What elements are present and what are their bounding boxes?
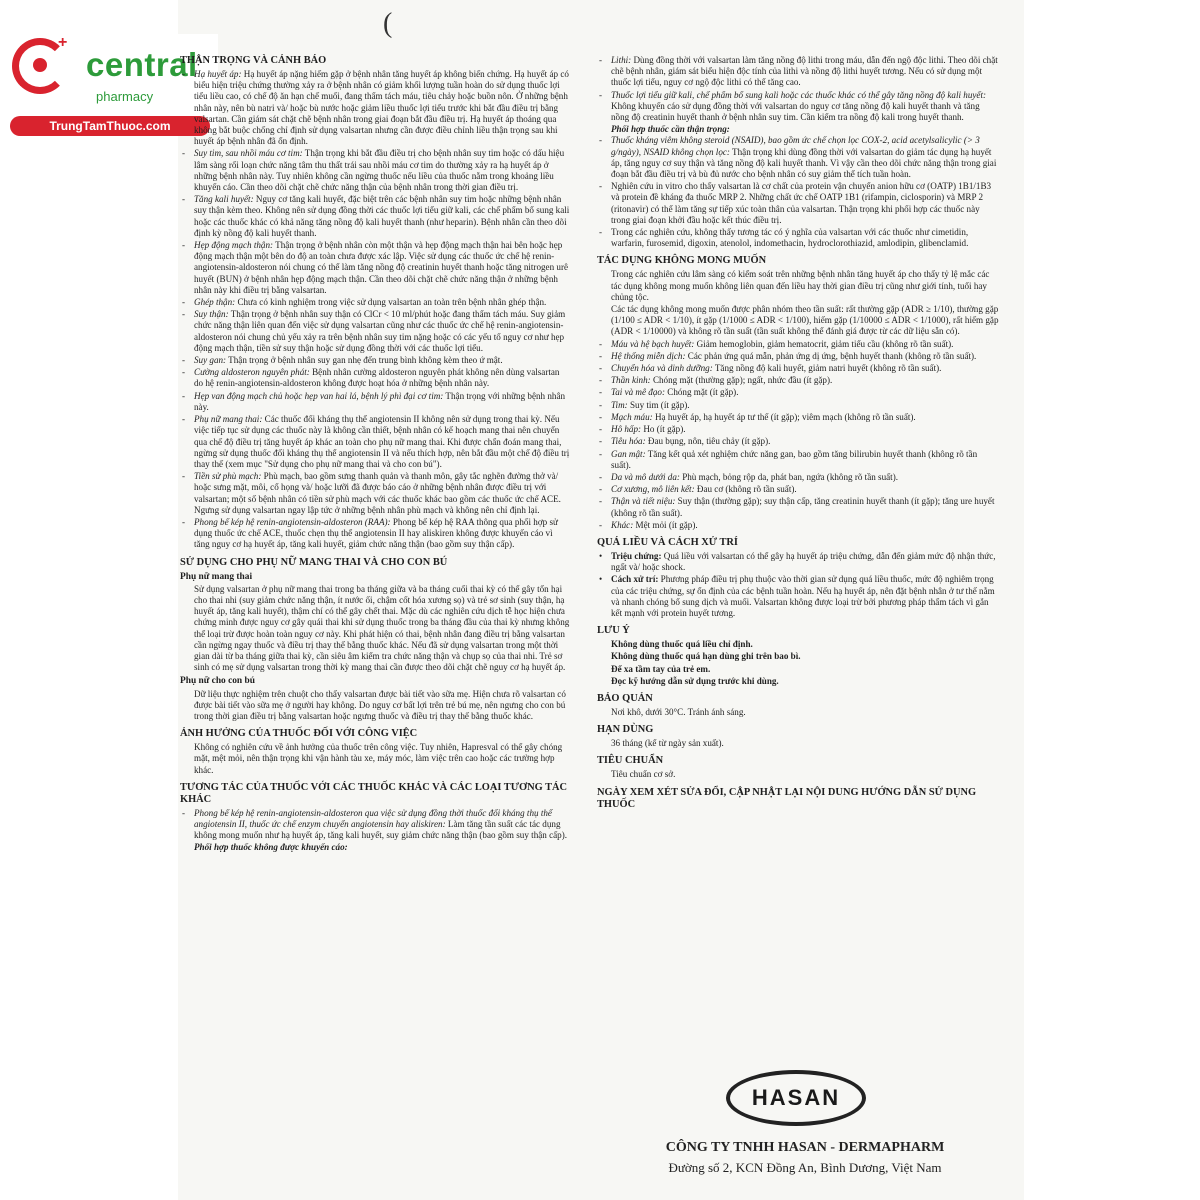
adverse-frequency: Các tác dụng không mong muốn được phân nhóm theo tần suất: rất thường gặp (ADR ≥ 1/10), thường gặp (1/100 ≤ ADR < 1/10), ít gặp (1/1000 ≤ ADR < 1/100), hiếm gặp (1/10000 ≤ ADR < 1/1000), rất hiếm gặp (ADR < 1/10000) và không rõ tần suất (tần suất không thể đánh giá được từ các dữ liệu sẵn có). xyxy=(611,304,999,337)
list-item: - Cường aldosteron nguyên phát: Bệnh nhân cường aldosteron nguyên phát không nên dùng valsartan do hệ renin-angiotensin-aldosteron không được hoạt hóa ở những bệnh nhân này. xyxy=(180,367,570,389)
nursing-text: Dữ liệu thực nghiệm trên chuột cho thấy valsartan được bài tiết vào sữa mẹ. Hiện chưa rõ valsartan có được bài tiết vào sữa mẹ ở người hay không. Do nguy cơ bất lợi trên trẻ bú mẹ, nên ngưng cho con bú trong thời gian điều trị bằng valsartan hoặc ngưng thuốc và điều trị thay thế bằng thuốc khác. xyxy=(194,688,566,721)
precautions-list xyxy=(180,69,570,551)
overdose-heading: QUÁ LIỀU VÀ CÁCH XỬ TRÍ xyxy=(597,536,738,548)
list-item: - Thận và tiết niệu: Suy thận (thường gặp); suy thận cấp, tăng creatinin huyết thanh (ít gặp); tăng ure huyết (không rõ tần suất). xyxy=(597,496,999,518)
driving-heading: ẢNH HƯỞNG CỦA THUỐC ĐỐI VỚI CÔNG VIỆC xyxy=(180,728,418,740)
storage-text: Nơi khô, dưới 30°C. Tránh ánh sáng. xyxy=(611,706,746,717)
list-item: - Hô hấp: Ho (ít gặp). xyxy=(597,424,999,435)
interactions-list xyxy=(180,808,570,842)
list-item: - Thuốc lợi tiểu giữ kali, chế phẩm bổ sung kali hoặc các thuốc khác có thể gây tăng nồng độ kali huyết: Không khuyến cáo sử dụng đồng thời với valsartan do nguy cơ tăng nồng độ kali huyết thanh và tăng nồng độ creatinin huyết thanh ở bệnh nhân suy tim. Cần kiểm tra nồng độ kali trong huyết thanh. xyxy=(597,90,999,124)
list-item: - Tai và mê đạo: Chóng mặt (ít gặp). xyxy=(597,387,999,398)
list-item: - Tiêu hóa: Đau bụng, nôn, tiêu chảy (ít gặp). xyxy=(597,436,999,447)
list-item: - Thuốc kháng viêm không steroid (NSAID), bao gồm ức chế chọn lọc COX-2, acid acetylsalicylic (> 3 g/ngày), NSAID không chọn lọc: Thận trọng khi dùng đồng thời với valsartan do giảm tác dụng hạ huyết áp, tăng nguy cơ suy thận và tăng nồng độ kali huyết thanh. Vì vậy cần theo dõi chức năng thận trong giai đoạn bắt đầu điều trị và bù đủ nước cho bệnh nhân có suy giảm thể tích tuần hoàn. xyxy=(597,135,999,180)
list-item: - Suy tim, sau nhồi máu cơ tim: Thận trọng khi bắt đầu điều trị cho bệnh nhân suy tim hoặc có dấu hiệu lâm sàng rối loạn chức năng tâm thu thất trái sau nhồi máu cơ tim do thường xảy ra hạ huyết áp ở những bệnh nhân này. Tuy nhiên không cần ngừng thuốc nếu liều của thuốc nằm trong khoảng liều khuyến cáo. Cần theo dõi chặt chẽ chức năng thận của bệnh nhân trong thời gian điều trị. xyxy=(180,148,570,193)
list-item: - Gan mật: Tăng kết quả xét nghiệm chức năng gan, bao gồm tăng bilirubin huyết thanh (không rõ tần suất). xyxy=(597,449,999,471)
logo-website-bar: TrungTamThuoc.com xyxy=(10,116,210,136)
adverse-list xyxy=(597,339,999,531)
list-item: - Phong bế kép hệ renin-angiotensin-aldosteron qua việc sử dụng đồng thời thuốc đối kháng thụ thể angiotensin II, thuốc ức chế enzym chuyển angiotensin hay aliskiren: Làm tăng tần suất các tác dụng không mong muốn như hạ huyết áp, tăng kali huyết, suy giảm chức năng thận (bao gồm suy thận cấp). xyxy=(180,808,570,842)
note-line: Không dùng thuốc quá liều chỉ định. xyxy=(611,639,753,650)
list-item: - Nghiên cứu in vitro cho thấy valsartan là cơ chất của protein vận chuyển anion hữu cơ (OATP) 1B1/1B3 và protein đề kháng đa thuốc MRP 2. Những chất ức chế OATP 1B1 (rifampin, ciclosporin) và MRP 2 (ritonavir) có thể làm tăng sự tiếp xúc toàn thân của valsartan. Thận trọng khi phối hợp các thuốc này trong giai đoạn khởi đầu hoặc kết thúc điều trị. xyxy=(597,181,999,226)
list-item: - Lithi: Dùng đồng thời với valsartan làm tăng nồng độ lithi trong máu, dẫn đến ngộ độc lithi. Theo dõi chặt chẽ bệnh nhân, giám sát biểu hiện độc tính của lithi và nồng độ lithi huyết tương. Nếu có sử dụng một thuốc lợi tiểu, nguy cơ ngộ độc lithi có thể tăng cao. xyxy=(597,55,999,89)
pregnancy-heading: SỬ DỤNG CHO PHỤ NỮ MANG THAI VÀ CHO CON BÚ xyxy=(180,556,448,568)
shelf-life-heading: HẠN DÙNG xyxy=(597,724,654,736)
left-column xyxy=(180,55,570,854)
adverse-intro: Trong các nghiên cứu lâm sàng có kiểm soát trên những bệnh nhân tăng huyết áp cho thấy tỷ lệ mắc các tác dụng không mong muốn không liên quan đến liều hay thời gian điều trị cũng như giới tính, tuổi hay chủng tộc. xyxy=(611,269,990,302)
company-name: CÔNG TY TNHH HASAN - DERMAPHARM xyxy=(665,1140,945,1155)
shelf-life-text: 36 tháng (kể từ ngày sản xuất). xyxy=(611,738,724,749)
list-item: - Hẹp van động mạch chủ hoặc hẹp van hai lá, bệnh lý phì đại cơ tim: Thận trọng với những bệnh nhân này. xyxy=(180,391,570,413)
logo-dot-icon xyxy=(33,58,47,72)
list-item: - Tăng kali huyết: Nguy cơ tăng kali huyết, đặc biệt trên các bệnh nhân suy tim hoặc những bệnh nhân suy thận kèm theo. Không nên sử dụng đồng thời các thuốc lợi tiểu giữ kali, các chế phẩm bổ sung kali hoặc các thuốc khác có khả năng tăng nồng độ kali huyết thanh (như heparin). Bệnh nhân cần theo dõi định kỳ nồng độ kali huyết thanh. xyxy=(180,194,570,239)
list-item: - Ghép thận: Chưa có kinh nghiệm trong việc sử dụng valsartan an toàn trên bệnh nhân ghép thận. xyxy=(180,297,570,308)
pregnant-subheading: Phụ nữ mang thai xyxy=(180,571,253,582)
list-item: - Thần kinh: Chóng mặt (thường gặp); ngất, nhức đầu (ít gặp). xyxy=(597,375,999,386)
list-item: - Chuyển hóa và dinh dưỡng: Tăng nồng độ kali huyết, giảm natri huyết (không rõ tần suất). xyxy=(597,363,999,374)
punch-hole-mark: ( xyxy=(383,8,393,39)
list-item: - Da và mô dưới da: Phù mạch, bỏng rộp da, phát ban, ngứa (không rõ tần suất). xyxy=(597,472,999,483)
caution-list xyxy=(597,135,999,249)
review-date-heading: NGÀY XEM XÉT SỬA ĐỔI, CẬP NHẬT LẠI NỘI DUNG HƯỚNG DẪN SỬ DỤNG THUỐC xyxy=(597,786,977,810)
caution-heading: Phối hợp thuốc cần thận trọng: xyxy=(611,124,730,135)
list-item: - Phong bế kép hệ renin-angiotensin-aldosteron (RAA): Phong bế kép hệ RAA thông qua phối hợp sử dụng thuốc ức chế ACE, thuốc chẹn thụ thể angiotensin II hay aliskiren không được khuyến cáo vì tăng nguy cơ hạ huyết áp, tăng kali huyết, giảm chức năng thận (bao gồm suy thận cấp). xyxy=(180,517,570,551)
list-item: - Mạch máu: Hạ huyết áp, hạ huyết áp tư thế (ít gặp); viêm mạch (không rõ tần suất). xyxy=(597,412,999,423)
notes-heading: LƯU Ý xyxy=(597,625,630,637)
nursing-subheading: Phụ nữ cho con bú xyxy=(180,676,255,687)
list-item: - Suy gan: Thận trọng ở bệnh nhân suy gan nhẹ đến trung bình không kèm theo ứ mật. xyxy=(180,355,570,366)
interactions-cont-list xyxy=(597,55,999,123)
company-address: Đường số 2, KCN Đồng An, Bình Dương, Việt Nam xyxy=(668,1160,942,1175)
note-line: Đọc kỹ hướng dẫn sử dụng trước khi dùng. xyxy=(611,675,779,686)
storage-heading: BẢO QUẢN xyxy=(597,692,653,704)
list-item: • Triệu chứng: Quá liều với valsartan có thể gây hạ huyết áp triệu chứng, dẫn đến giảm mức độ nhận thức, ngất và/ hoặc shock. xyxy=(597,551,999,573)
list-item: - Hệ thống miễn dịch: Các phản ứng quá mẫn, phản ứng dị ứng, bệnh huyết thanh (không rõ tần suất). xyxy=(597,351,999,362)
list-item: - Suy thận: Thận trọng ở bệnh nhân suy thận có ClCr < 10 ml/phút hoặc đang thẩm tách máu. Suy giảm chức năng thận liên quan đến việc sử dụng valsartan cũng như các thuốc ức chế hệ renin-angiotensin-aldosteron nói chung chủ yếu xảy ra trên bệnh nhân suy tim nặng hoặc có các yếu tố nguy cơ như hẹp động mạch thận, tiền sử suy thận hoặc sử dụng đồng thời với các thuốc lợi tiểu. xyxy=(180,309,570,354)
right-column xyxy=(597,55,999,813)
note-line: Không dùng thuốc quá hạn dùng ghi trên bao bì. xyxy=(611,651,801,662)
logo-sub: pharmacy xyxy=(96,89,154,104)
overdose-list xyxy=(597,551,999,619)
not-recommended-heading: Phối hợp thuốc không được khuyến cáo: xyxy=(194,842,348,853)
list-item: - Trong các nghiên cứu, không thấy tương tác có ý nghĩa của valsartan với các thuốc như cimetidin, warfarin, furosemid, digoxin, atenolol, indomethacin, hydroclorothiazid, amlodipin, glibenclamid. xyxy=(597,227,999,249)
logo-plus-icon: + xyxy=(58,34,68,51)
adverse-heading: TÁC DỤNG KHÔNG MONG MUỐN xyxy=(597,255,767,267)
standard-heading: TIÊU CHUẨN xyxy=(597,755,664,767)
pregnant-text: Sử dụng valsartan ở phụ nữ mang thai trong ba tháng giữa và ba tháng cuối thai kỳ có thể gây tổn hại cho thai nhi (suy giảm chức năng thận, ít nước ối, chậm cốt hóa xương sọ) và trẻ sơ sinh (suy thận, hạ huyết áp, tăng kali huyết), thậm chí có thể gây chết thai. Mặc dù các nghiên cứu dịch tễ học hiện chưa chứng minh được nguy cơ gây quái thai khi sử dụng thuốc trong ba tháng đầu của thai kỳ nhưng không thể loại trừ được hoàn toàn nguy cơ này. Khi phát hiện có thai, bệnh nhân đang điều trị bằng valsartan cần ngừng ngay thuốc và điều trị thay thế bằng thuốc khác. Nếu đã sử dụng valsartan trong một thời gian dài từ ba tháng giữa thai kỳ, cần siêu âm kiểm tra chức năng thận và chụp sọ của thai nhi. Trẻ sơ sinh có mẹ sử dụng valsartan trong thời kỳ mang thai cần được theo dõi chặt chẽ nguy cơ hạ huyết áp. xyxy=(194,583,570,673)
list-item: • Cách xử trí: Phương pháp điều trị phụ thuộc vào thời gian sử dụng quá liều thuốc, mức độ nghiêm trọng của các triệu chứng, sự ổn định của các bệnh tuần hoàn. Nếu hạ huyết áp, nên đặt bệnh nhân ở tư thế nằm và nhanh chóng bổ sung dịch và muối. Valsartan không được loại trừ bởi phương pháp thẩm tách vì gắn kết mạnh với protein huyết tương. xyxy=(597,574,999,619)
list-item: - Khác: Mệt mỏi (ít gặp). xyxy=(597,520,999,531)
list-item: - Hẹp động mạch thận: Thận trọng ở bệnh nhân còn một thận và hẹp động mạch thận hai bên hoặc hẹp động mạch thận một bên do độ an toàn chưa được xác lập. Việc sử dụng các thuốc ức chế hệ renin-angiotensin-aldosteron nói chung có thể làm tăng nồng độ creatinin huyết thanh hoặc tăng nitrogen urê huyết (BUN) ở bệnh nhân hẹp động mạch thận. Cần theo dõi chặt chẽ chức năng thận ở những bệnh nhân này khi điều trị bằng valsartan. xyxy=(180,240,570,296)
note-line: Để xa tầm tay của trẻ em. xyxy=(611,663,711,674)
logo-name: central xyxy=(86,46,198,83)
list-item: - Hạ huyết áp: Hạ huyết áp nặng hiếm gặp ở bệnh nhân tăng huyết áp không biến chứng. Hạ huyết áp có biểu hiện triệu chứng thường xảy ra ở bệnh nhân có giảm khối lượng tuần hoàn do sử dụng thuốc lợi tiểu liều cao, có chế độ ăn hạn chế muối, đang thẩm tách máu, tiêu chảy hoặc buồn nôn. Ở những bệnh nhân này, nên bù natri và/ hoặc bù nước hoặc giảm liều thuốc lợi tiểu trước khi bắt đầu điều trị bằng valsartan. Cần giám sát chặt chẽ bệnh nhân trong giai đoạn bắt đầu điều trị. Hạ huyết áp thoáng qua không bắt buộc chống chỉ định sử dụng valsartan nhưng cần được điều chỉnh liều thận trọng sau khi huyết áp bệnh nhân đã ổn định. xyxy=(180,69,570,147)
list-item: - Máu và hệ bạch huyết: Giảm hemoglobin, giảm hematocrit, giảm tiểu cầu (không rõ tần suất). xyxy=(597,339,999,350)
standard-text: Tiêu chuẩn cơ sở. xyxy=(611,769,676,780)
list-item: - Tim: Suy tim (ít gặp). xyxy=(597,400,999,411)
interactions-heading: TƯƠNG TÁC CỦA THUỐC VỚI CÁC THUỐC KHÁC VÀ CÁC LOẠI TƯƠNG TÁC KHÁC xyxy=(180,781,568,805)
driving-text: Không có nghiên cứu về ảnh hưởng của thuốc trên công việc. Tuy nhiên, Hapresval có thể gây chóng mặt, mệt mỏi, nên thận trọng khi vận hành tàu xe, máy móc, làm việc trên cao hoặc các trường hợp khác. xyxy=(194,742,563,775)
precautions-heading: THẬN TRỌNG VÀ CẢNH BÁO xyxy=(180,55,327,66)
list-item: - Phụ nữ mang thai: Các thuốc đối kháng thụ thể angiotensin II không nên sử dụng trong thai kỳ. Nếu việc tiếp tục sử dụng các thuốc này là không cần thiết, bệnh nhân có kế hoạch mang thai nên chuyển qua chế độ điều trị tăng huyết áp khác an toàn cho phụ nữ mang thai. Khi được chẩn đoán mang thai, ngừng sử dụng thuốc đối kháng thụ thể angiotensin II và nếu thích hợp, nên bắt đầu một chế độ điều trị thay thế (xem mục "Sử dụng cho phụ nữ mang thai và cho con bú"). xyxy=(180,414,570,470)
list-item: - Tiền sử phù mạch: Phù mạch, bao gồm sưng thanh quản và thanh môn, gây tắc nghẽn đường thở và/ hoặc sưng mặt, môi, cổ họng và/ hoặc lưỡi đã được báo cáo ở những bệnh nhân được điều trị với valsartan; một số bệnh nhân có tiền sử phù mạch với các thuốc khác bao gồm các thuốc ức chế ACE. Ngưng sử dụng valsartan ngay lập tức ở những bệnh nhân phù mạch và không nên chỉ định lại. xyxy=(180,471,570,516)
list-item: - Cơ xương, mô liên kết: Đau cơ (không rõ tần suất). xyxy=(597,484,999,495)
hasan-logo: HASAN xyxy=(726,1070,866,1126)
